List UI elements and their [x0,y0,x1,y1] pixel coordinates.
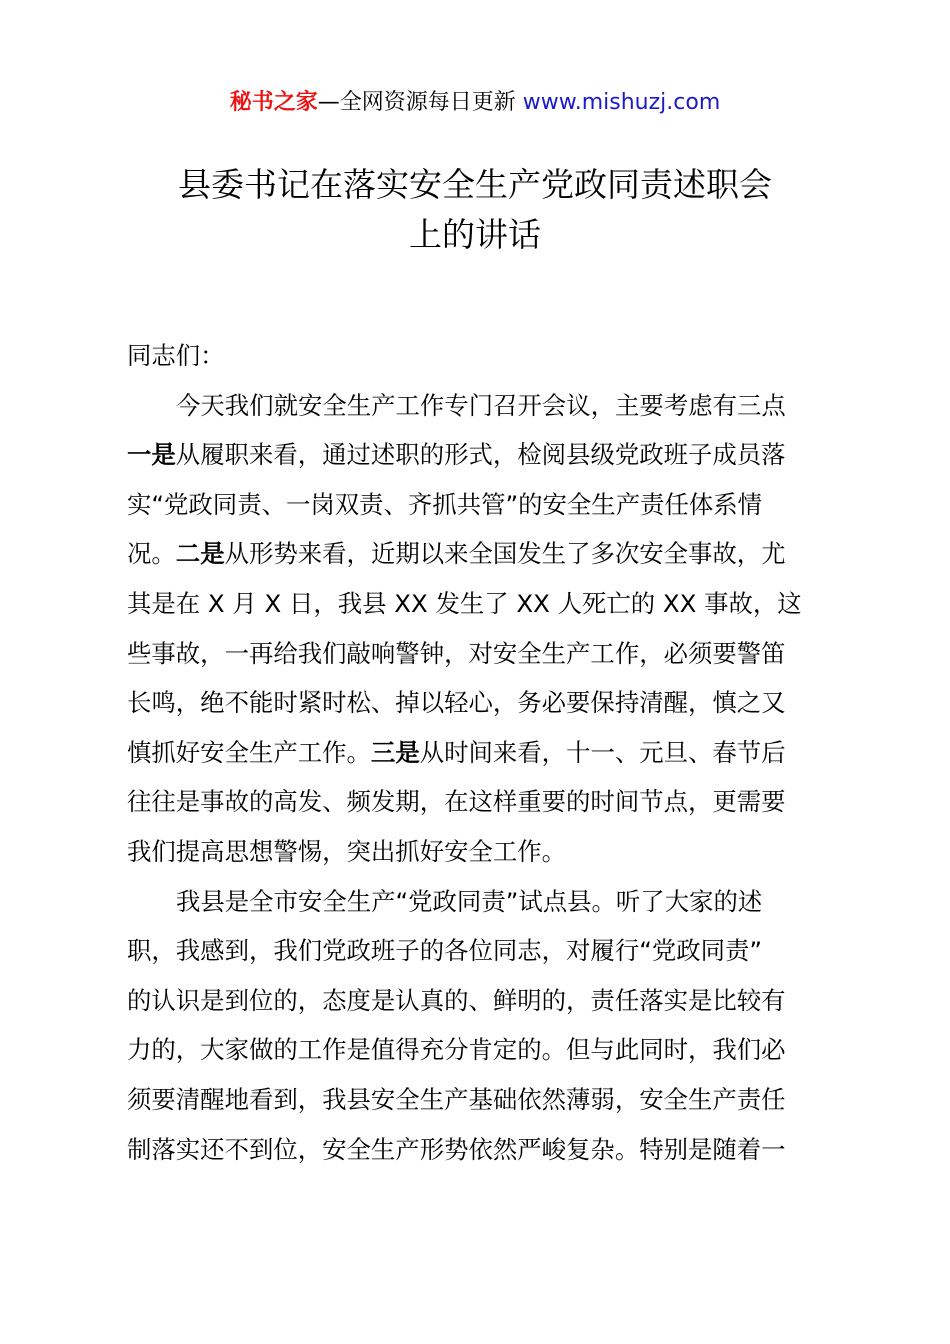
text-line: 些事故，一再给我们敲响警钟，对安全生产工作，必须要警笛 [127,638,786,668]
header-slogan: —全网资源每日更新 [317,90,516,115]
text-line: 须要清醒地看到，我县安全生产基础依然薄弱，安全生产责任 [127,1084,786,1114]
paragraph-1 [127,381,832,877]
paragraph-2 [127,877,832,1175]
document-title [0,160,950,260]
emphasis-third: 三是 [370,737,420,767]
text-line: 长鸣，绝不能时紧时松、掉以轻心，务必要保持清醒，慎之又 [127,688,786,718]
text-line: 力的，大家做的工作是值得充分肯定的。但与此同时，我们必 [127,1035,786,1065]
text-line: 制落实还不到位，安全生产形势依然严峻复杂。特别是随着一 [127,1134,786,1164]
text-line [127,430,832,480]
text-line: 的认识是到位的，态度是认真的、鲜明的，责任落实是比较有 [127,985,786,1015]
text-span: 慎抓好安全生产工作。 [127,737,371,767]
site-header [0,86,950,120]
title-line-2: 上的讲话 [409,215,541,254]
text-line: 今天我们就安全生产工作专门召开会议，主要考虑有三点 [176,390,786,420]
text-span: 况。 [127,539,176,569]
title-line-1: 县委书记在落实安全生产党政同责述职会 [178,165,772,204]
emphasis-first: 一是 [127,440,176,470]
text-line: 往往是事故的高发、频发期，在这样重要的时间节点，更需要 [127,787,786,817]
text-line [127,728,832,778]
text-line [127,529,832,579]
site-url-link[interactable]: www.mishuzj.com [522,90,721,115]
document-body [127,331,832,1174]
text-line: 我县是全市安全生产“党政同责”试点县。听了大家的述 [176,886,763,916]
text-span: 从时间来看，十一、元旦、春节后 [419,737,786,767]
salutation: 同志们： [127,341,225,370]
text-line: 我们提高思想警惕，突出抓好安全工作。 [127,836,567,866]
emphasis-second: 二是 [175,539,225,569]
text-line: 职，我感到，我们党政班子的各位同志，对履行“党政同责” [127,936,763,966]
text-line: 实“党政同责、一岗双责、齐抓共管”的安全生产责任体系情 [127,489,763,519]
brand-name: 秘书之家 [229,90,318,115]
text-span: 从履职来看，通过述职的形式，检阅县级党政班子成员落 [175,440,786,470]
text-line: 其是在 X 月 X 日，我县 XX 发生了 XX 人死亡的 XX 事故，这 [127,588,802,618]
text-span: 从形势来看，近期以来全国发生了多次安全事故，尤 [224,539,786,569]
